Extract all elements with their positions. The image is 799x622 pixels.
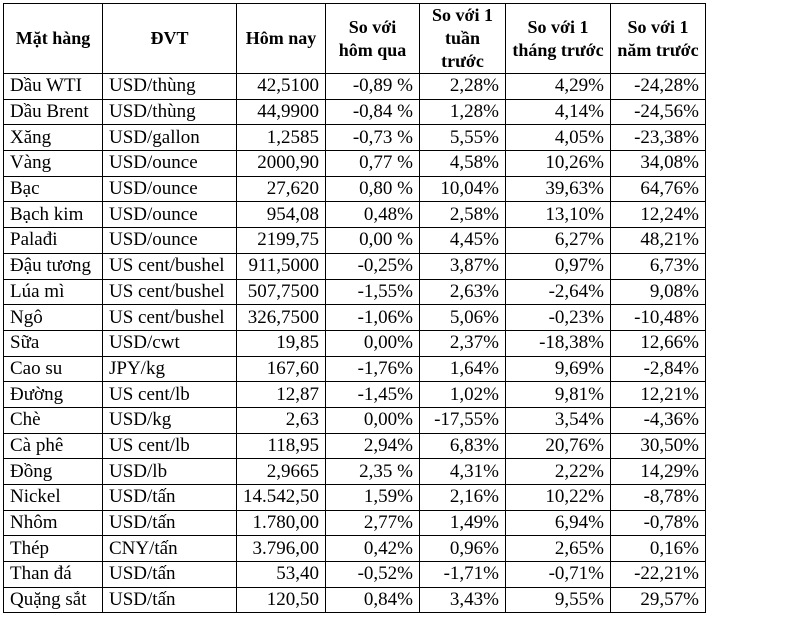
- cell-unit: USD/thùng: [103, 99, 237, 125]
- cell-today: 326,7500: [237, 305, 326, 331]
- cell-vs-month: -0,23%: [506, 305, 611, 331]
- cell-vs-week: 2,63%: [420, 279, 506, 305]
- cell-today: 53,40: [237, 562, 326, 588]
- cell-unit: USD/lb: [103, 459, 237, 485]
- cell-unit: USD/tấn: [103, 485, 237, 511]
- header-vs-yesterday: So với hôm qua: [326, 4, 420, 74]
- cell-vs-year: 9,08%: [611, 279, 706, 305]
- cell-vs-year: 48,21%: [611, 228, 706, 254]
- cell-vs-week: 0,96%: [420, 536, 506, 562]
- header-vs-week: So với 1 tuần trước: [420, 4, 506, 74]
- cell-commodity: Đường: [4, 382, 103, 408]
- cell-vs-year: 6,73%: [611, 253, 706, 279]
- cell-vs-yesterday: 2,35 %: [326, 459, 420, 485]
- table-row: [4, 562, 706, 588]
- cell-today: 12,87: [237, 382, 326, 408]
- cell-vs-week: 1,28%: [420, 99, 506, 125]
- cell-vs-month: 4,14%: [506, 99, 611, 125]
- cell-today: 2000,90: [237, 151, 326, 177]
- table-row: [4, 125, 706, 151]
- cell-unit: USD/tấn: [103, 562, 237, 588]
- cell-unit: USD/gallon: [103, 125, 237, 151]
- cell-commodity: Đậu tương: [4, 253, 103, 279]
- table-row: [4, 305, 706, 331]
- cell-vs-yesterday: 2,77%: [326, 510, 420, 536]
- cell-today: 14.542,50: [237, 485, 326, 511]
- cell-vs-week: 2,37%: [420, 330, 506, 356]
- cell-unit: USD/thùng: [103, 74, 237, 100]
- cell-vs-month: -0,71%: [506, 562, 611, 588]
- cell-vs-month: 6,94%: [506, 510, 611, 536]
- cell-commodity: Nickel: [4, 485, 103, 511]
- cell-vs-week: 4,58%: [420, 151, 506, 177]
- cell-vs-year: -23,38%: [611, 125, 706, 151]
- cell-vs-week: 10,04%: [420, 176, 506, 202]
- cell-vs-year: 64,76%: [611, 176, 706, 202]
- header-unit: ĐVT: [103, 4, 237, 74]
- cell-vs-year: 12,21%: [611, 382, 706, 408]
- cell-vs-yesterday: -1,45%: [326, 382, 420, 408]
- table-row: [4, 99, 706, 125]
- cell-today: 118,95: [237, 433, 326, 459]
- cell-vs-yesterday: 0,42%: [326, 536, 420, 562]
- cell-vs-month: 4,29%: [506, 74, 611, 100]
- cell-vs-yesterday: -0,73 %: [326, 125, 420, 151]
- cell-vs-yesterday: -1,76%: [326, 356, 420, 382]
- table-row: [4, 587, 706, 613]
- table-row: [4, 151, 706, 177]
- cell-vs-month: 3,54%: [506, 407, 611, 433]
- cell-unit: CNY/tấn: [103, 536, 237, 562]
- cell-vs-yesterday: 2,94%: [326, 433, 420, 459]
- cell-vs-month: 4,05%: [506, 125, 611, 151]
- cell-unit: USD/ounce: [103, 228, 237, 254]
- cell-vs-yesterday: 0,00 %: [326, 228, 420, 254]
- cell-vs-month: -2,64%: [506, 279, 611, 305]
- cell-vs-yesterday: 0,84%: [326, 587, 420, 613]
- cell-commodity: Nhôm: [4, 510, 103, 536]
- cell-vs-month: 2,22%: [506, 459, 611, 485]
- cell-vs-month: 9,69%: [506, 356, 611, 382]
- cell-vs-week: -17,55%: [420, 407, 506, 433]
- cell-vs-week: 4,45%: [420, 228, 506, 254]
- cell-commodity: Bạch kim: [4, 202, 103, 228]
- cell-today: 44,9900: [237, 99, 326, 125]
- table-row: [4, 510, 706, 536]
- table-row: [4, 433, 706, 459]
- cell-vs-month: 20,76%: [506, 433, 611, 459]
- header-row: [4, 4, 706, 74]
- cell-vs-week: 2,16%: [420, 485, 506, 511]
- cell-today: 42,5100: [237, 74, 326, 100]
- cell-vs-year: 29,57%: [611, 587, 706, 613]
- cell-today: 27,620: [237, 176, 326, 202]
- cell-vs-year: -10,48%: [611, 305, 706, 331]
- table-row: [4, 485, 706, 511]
- cell-vs-year: 30,50%: [611, 433, 706, 459]
- cell-vs-yesterday: 0,48%: [326, 202, 420, 228]
- cell-vs-month: 39,63%: [506, 176, 611, 202]
- cell-today: 954,08: [237, 202, 326, 228]
- cell-unit: USD/ounce: [103, 176, 237, 202]
- table-row: [4, 356, 706, 382]
- cell-vs-week: 2,58%: [420, 202, 506, 228]
- cell-today: 911,5000: [237, 253, 326, 279]
- cell-unit: US cent/bushel: [103, 279, 237, 305]
- cell-commodity: Thép: [4, 536, 103, 562]
- cell-commodity: Vàng: [4, 151, 103, 177]
- header-vs-year: So với 1 năm trước: [611, 4, 706, 74]
- cell-today: 507,7500: [237, 279, 326, 305]
- cell-vs-week: 5,55%: [420, 125, 506, 151]
- table-row: [4, 382, 706, 408]
- cell-unit: USD/kg: [103, 407, 237, 433]
- header-today: Hôm nay: [237, 4, 326, 74]
- header-commodity: Mặt hàng: [4, 4, 103, 74]
- header-vs-month: So với 1 tháng trước: [506, 4, 611, 74]
- cell-commodity: Cao su: [4, 356, 103, 382]
- cell-vs-yesterday: 0,00%: [326, 330, 420, 356]
- table-row: [4, 202, 706, 228]
- table-row: [4, 279, 706, 305]
- cell-vs-year: -4,36%: [611, 407, 706, 433]
- cell-vs-week: 3,87%: [420, 253, 506, 279]
- cell-vs-year: -2,84%: [611, 356, 706, 382]
- cell-commodity: Quặng sắt: [4, 587, 103, 613]
- cell-vs-year: -0,78%: [611, 510, 706, 536]
- table-row: [4, 228, 706, 254]
- cell-vs-yesterday: 0,00%: [326, 407, 420, 433]
- table-row: [4, 536, 706, 562]
- cell-vs-yesterday: -0,25%: [326, 253, 420, 279]
- table-row: [4, 74, 706, 100]
- cell-today: 167,60: [237, 356, 326, 382]
- cell-vs-year: 34,08%: [611, 151, 706, 177]
- cell-today: 2,63: [237, 407, 326, 433]
- cell-vs-year: -24,56%: [611, 99, 706, 125]
- cell-commodity: Chè: [4, 407, 103, 433]
- cell-commodity: Dầu Brent: [4, 99, 103, 125]
- cell-commodity: Dầu WTI: [4, 74, 103, 100]
- cell-vs-year: 0,16%: [611, 536, 706, 562]
- cell-vs-month: 10,26%: [506, 151, 611, 177]
- cell-vs-month: 0,97%: [506, 253, 611, 279]
- cell-unit: USD/ounce: [103, 151, 237, 177]
- cell-today: 120,50: [237, 587, 326, 613]
- cell-today: 2199,75: [237, 228, 326, 254]
- cell-vs-yesterday: 0,80 %: [326, 176, 420, 202]
- cell-vs-year: -24,28%: [611, 74, 706, 100]
- cell-unit: US cent/bushel: [103, 253, 237, 279]
- cell-vs-month: 2,65%: [506, 536, 611, 562]
- cell-today: 3.796,00: [237, 536, 326, 562]
- cell-today: 2,9665: [237, 459, 326, 485]
- cell-vs-week: -1,71%: [420, 562, 506, 588]
- table-row: [4, 459, 706, 485]
- cell-vs-week: 5,06%: [420, 305, 506, 331]
- cell-vs-yesterday: 0,77 %: [326, 151, 420, 177]
- cell-commodity: Cà phê: [4, 433, 103, 459]
- cell-vs-month: 6,27%: [506, 228, 611, 254]
- cell-vs-year: 12,66%: [611, 330, 706, 356]
- cell-vs-week: 1,49%: [420, 510, 506, 536]
- commodity-price-table: [3, 3, 706, 613]
- cell-vs-week: 6,83%: [420, 433, 506, 459]
- cell-vs-month: 13,10%: [506, 202, 611, 228]
- cell-vs-yesterday: -1,55%: [326, 279, 420, 305]
- cell-vs-week: 1,64%: [420, 356, 506, 382]
- cell-today: 1,2585: [237, 125, 326, 151]
- cell-vs-yesterday: -0,89 %: [326, 74, 420, 100]
- cell-vs-yesterday: -0,84 %: [326, 99, 420, 125]
- table-row: [4, 330, 706, 356]
- cell-commodity: Xăng: [4, 125, 103, 151]
- cell-vs-week: 2,28%: [420, 74, 506, 100]
- cell-unit: USD/ounce: [103, 202, 237, 228]
- cell-vs-week: 4,31%: [420, 459, 506, 485]
- cell-commodity: Lúa mì: [4, 279, 103, 305]
- table-body: [4, 74, 706, 613]
- cell-vs-month: 10,22%: [506, 485, 611, 511]
- cell-vs-month: -18,38%: [506, 330, 611, 356]
- table-row: [4, 176, 706, 202]
- cell-vs-month: 9,55%: [506, 587, 611, 613]
- cell-commodity: Palađi: [4, 228, 103, 254]
- cell-vs-yesterday: -1,06%: [326, 305, 420, 331]
- cell-unit: US cent/bushel: [103, 305, 237, 331]
- cell-commodity: Sữa: [4, 330, 103, 356]
- cell-vs-week: 1,02%: [420, 382, 506, 408]
- cell-vs-year: 12,24%: [611, 202, 706, 228]
- table-row: [4, 253, 706, 279]
- cell-vs-year: -22,21%: [611, 562, 706, 588]
- cell-unit: USD/tấn: [103, 587, 237, 613]
- cell-unit: USD/tấn: [103, 510, 237, 536]
- cell-commodity: Than đá: [4, 562, 103, 588]
- cell-vs-week: 3,43%: [420, 587, 506, 613]
- table-row: [4, 407, 706, 433]
- cell-vs-year: 14,29%: [611, 459, 706, 485]
- cell-commodity: Đồng: [4, 459, 103, 485]
- cell-vs-year: -8,78%: [611, 485, 706, 511]
- cell-unit: US cent/lb: [103, 433, 237, 459]
- cell-vs-yesterday: 1,59%: [326, 485, 420, 511]
- cell-unit: US cent/lb: [103, 382, 237, 408]
- cell-commodity: Ngô: [4, 305, 103, 331]
- cell-vs-yesterday: -0,52%: [326, 562, 420, 588]
- cell-unit: USD/cwt: [103, 330, 237, 356]
- cell-unit: JPY/kg: [103, 356, 237, 382]
- cell-commodity: Bạc: [4, 176, 103, 202]
- cell-today: 19,85: [237, 330, 326, 356]
- cell-today: 1.780,00: [237, 510, 326, 536]
- cell-vs-month: 9,81%: [506, 382, 611, 408]
